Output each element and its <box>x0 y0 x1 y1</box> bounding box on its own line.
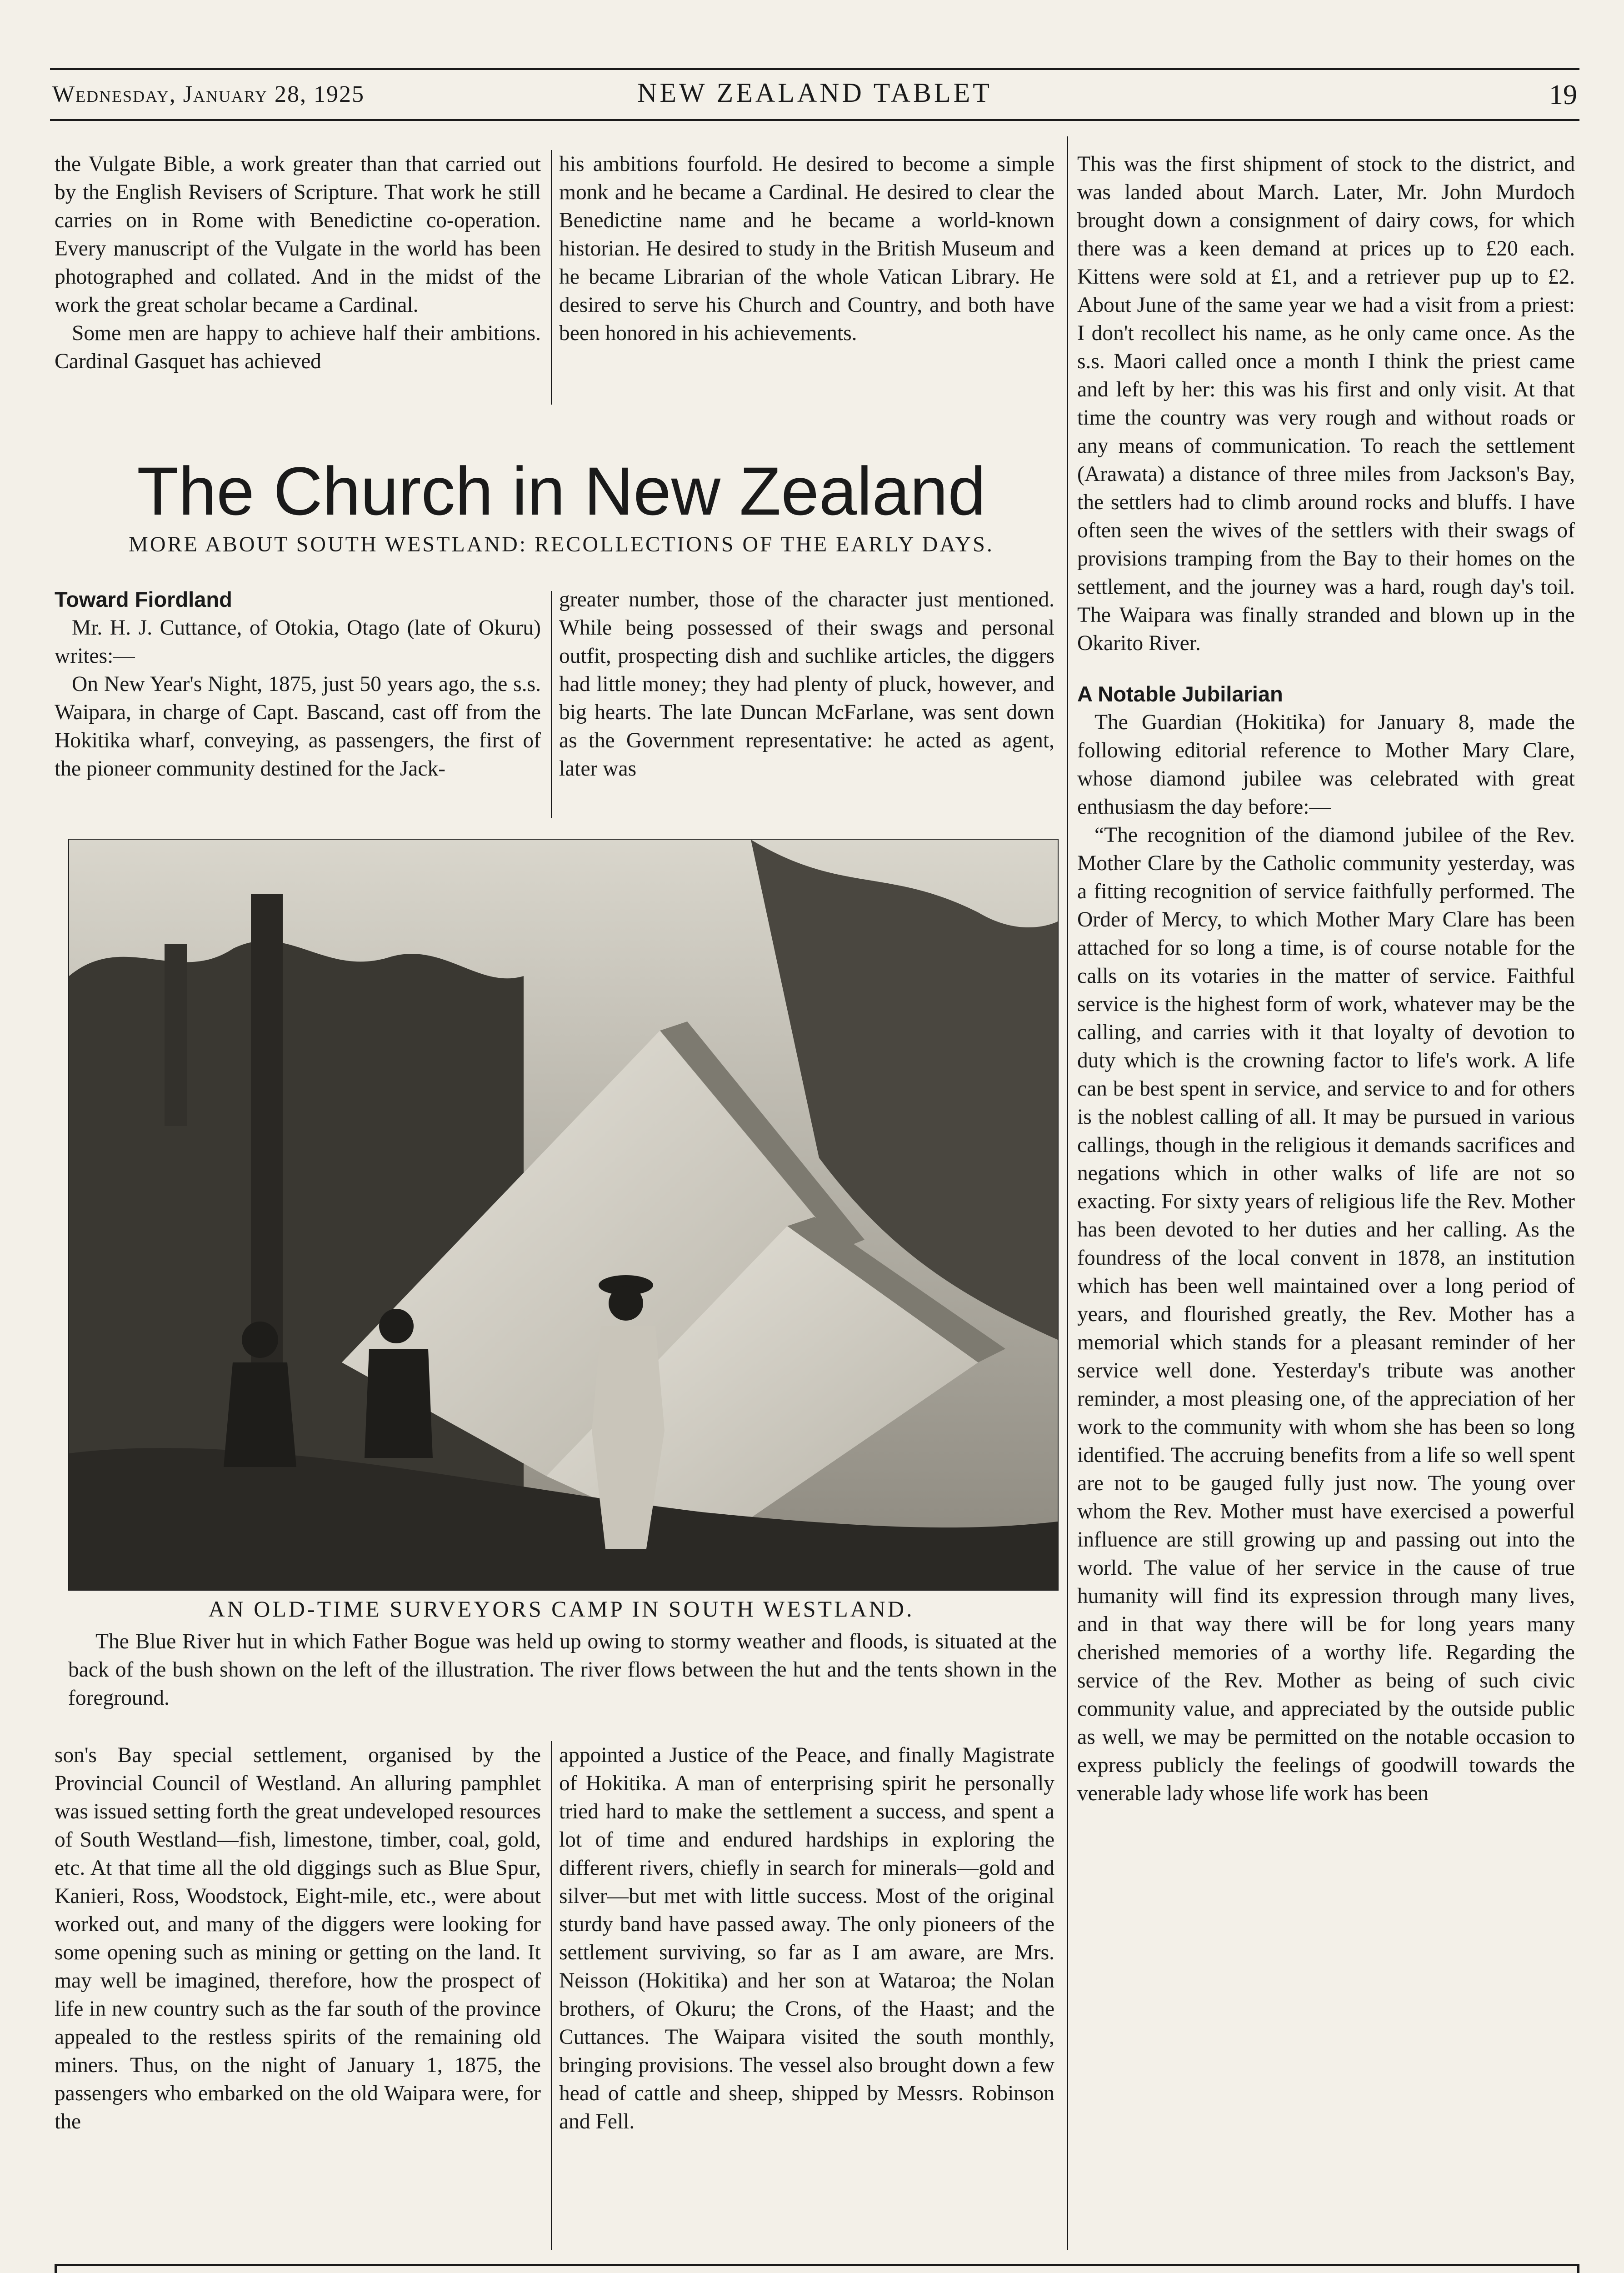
article-col-1-top <box>55 586 541 783</box>
publication-title: NEW ZEALAND TABLET <box>637 78 992 108</box>
running-head <box>52 77 1577 116</box>
column-rule <box>551 591 552 818</box>
column-rule <box>551 1741 552 2250</box>
photo-illustration <box>69 840 1058 1590</box>
article-col-2-bottom <box>559 1741 1054 2136</box>
paragraph: greater number, those of the character just mentioned. While being possessed of their swags and personal outfit, prospecting dish and suchlike articles, the diggers had little money; they had plenty of pluck, however, and big hearts. The late Duncan McFarlane, was sent down as the Government representative: he acted as agent, later was <box>559 588 1054 781</box>
paragraph: This was the first shipment of stock to the district, and was landed about March. Later, Mr. John Murdoch brought down a consignment of dairy cows, for which there was a keen demand at prices up to £20 each. Kittens were sold at £1, and a retriever pup up to £2. About June of the same year we had a visit from a priest: I don't recollect his name, as he only came once. As the s.s. Maori called once a month I think the priest came and left by her: this was his first and only visit. At that time the country was very rough and without roads or any means of communication. To reach the settlement (Arawata) a distance of three miles from Jackson's Bay, the settlers had to climb around rocks and bluffs. I have often seen the wives of the settlers with their swags of provisions tramping from the Bay to their homes on the settlement, and the journey was a hard, rough day's toil. The Waipara was finally stranded and blown up in the Okarito River. <box>1077 152 1575 655</box>
advertisement-box <box>55 2264 1579 2273</box>
continuation-col-2 <box>559 150 1054 347</box>
article-col-2-top <box>559 586 1054 783</box>
photo-caption-body <box>68 1627 1057 1712</box>
paragraph: the Vulgate Bible, a work greater than that carried out by the English Revisers of Scripture. That work he still carries on in Rome with Benedictine co-operation. Every manuscript of the Vulgate in the world has been photographed and collated. And in the midst of the work the great scholar became a Cardinal. <box>55 152 541 317</box>
paragraph: The Guardian (Hokitika) for January 8, made the following editorial reference to Mother Mary Clare, whose diamond jubilee was celebrated with great enthusiasm the day before:— <box>1077 711 1575 819</box>
top-rule <box>50 68 1579 70</box>
paragraph: “The recognition of the diamond jubilee of the Rev. Mother Clare by the Catholic community yesterday, was a fitting recognition of service faithfully performed. The Order of Mercy, to which Mother Mary Clare has been attached for so long a time, is of course notable for the calls on its votaries in the matter of service. Faithful service is the highest form of work, whatever may be the calling, and carries with it that loyalty of devotion to duty which is the crowning factor to life's work. A life can be best spent in service, and service to and for others is the noblest calling of all. It may be pursued in various callings, though in the religious it demands sacrifices and negations which in other walks of life are not so exacting. For sixty years of religious life the Rev. Mother has been devoted to her duties and her calling. As the foundress of the local convent in 1878, an institution which has been well maintained over a long period of years, and flourished greatly, the Rev. Mother has a memorial which stands for a pleasant reminder of her service well done. Yesterday's tribute was another reminder, a most pleasing one, of the appreciation of her work to the community with whom she has been so long identified. The accruing benefits from a life so well spent are not to be gauged fully just now. The young over whom the Rev. Mother must have exercised a powerful influence are still growing up and passing out into the world. The value of her service in the cause of true humanity will find its expression through many lives, and in that way there will be for long years many cherished memories of a worthy life. Regarding the service of the Rev. Mother as being of such civic community value, and appreciated by the outside public as well, we may be permitted on the notable occasion to express publicly the feelings of goodwill towards the venerable lady whose life work has been <box>1077 823 1575 1805</box>
issue-date: Wednesday, January 28, 1925 <box>52 81 365 107</box>
article-col-1-bottom <box>55 1741 541 2136</box>
paragraph: appointed a Justice of the Peace, and finally Magistrate of Hokitika. A man of enterprising spirit he personally tried hard to make the settlement a success, and spent a lot of time and endured hardships in exploring the different rivers, chiefly in search for minerals—gold and silver—but met with little success. Most of the original sturdy band have passed away. The only pioneers of the settlement surviving, so far as I am aware, are Mrs. Neisson (Hokitika) and her son at Wataroa; the Nolan brothers, of Okuru; the Crons, of the Haast; and the Cuttances. The Waipara visited the south monthly, bringing provisions. The vessel also brought down a few head of cattle and sheep, shipped by Messrs. Robinson and Fell. <box>559 1743 1054 2133</box>
section-title: Toward Fiordland <box>55 587 232 611</box>
photo-caption-title: AN OLD-TIME SURVEYORS CAMP IN SOUTH WESTLAND. <box>208 1596 914 1622</box>
article-deck: MORE ABOUT SOUTH WESTLAND: RECOLLECTIONS OF THE EARLY DAYS. <box>129 532 994 556</box>
paragraph: Mr. H. J. Cuttance, of Otokia, Otago (late of Okuru) writes:— <box>55 616 541 668</box>
paragraph: On New Year's Night, 1875, just 50 years ago, the s.s. Waipara, in charge of Capt. Bascand, cast off from the Hokitika wharf, conveying, as passengers, the first of the pioneer community destined for the Jack- <box>55 672 541 781</box>
surveyors-camp-photo <box>68 839 1059 1591</box>
article-headline: The Church in New Zealand <box>137 453 986 529</box>
page-number: 19 <box>1549 80 1577 110</box>
paragraph: Some men are happy to achieve half their ambitions. Cardinal Gasquet has achieved <box>55 321 541 373</box>
paragraph: his ambitions fourfold. He desired to become a simple monk and he became a Cardinal. He desired to clear the Benedictine name and he became a world-known historian. He desired to study in the British Museum and he became Librarian of the whole Vatican Library. He desired to serve his Church and Country, and both have been honored in his achievements. <box>559 152 1054 345</box>
paragraph: son's Bay special settlement, organised by the Provincial Council of Westland. An alluring pamphlet was issued setting forth the great undeveloped resources of South Westland—fish, limestone, timber, coal, gold, etc. At that time all the old diggings such as Blue Spur, Kanieri, Ross, Woodstock, Eight-mile, etc., were about worked out, and many of the diggers were looking for some opening such as mining or getting on the land. It may well be imagined, therefore, how the prospect of life in new country such as the far south of the province appealed to the restless spirits of the remaining old miners. Thus, on the night of January 1, 1875, the passengers who embarked on the old Waipara were, for the <box>55 1743 541 2133</box>
header-rule <box>50 119 1579 121</box>
column-rule <box>551 150 552 405</box>
article-col-3 <box>1077 150 1575 1807</box>
continuation-col-1 <box>55 150 541 375</box>
section-title: A Notable Jubilarian <box>1077 682 1283 706</box>
paragraph: The Blue River hut in which Father Bogue was held up owing to stormy weather and floods, is situated at the back of the bush shown on the left of the illustration. The river flows between the hut and the tents shown in the foreground. <box>68 1630 1057 1710</box>
